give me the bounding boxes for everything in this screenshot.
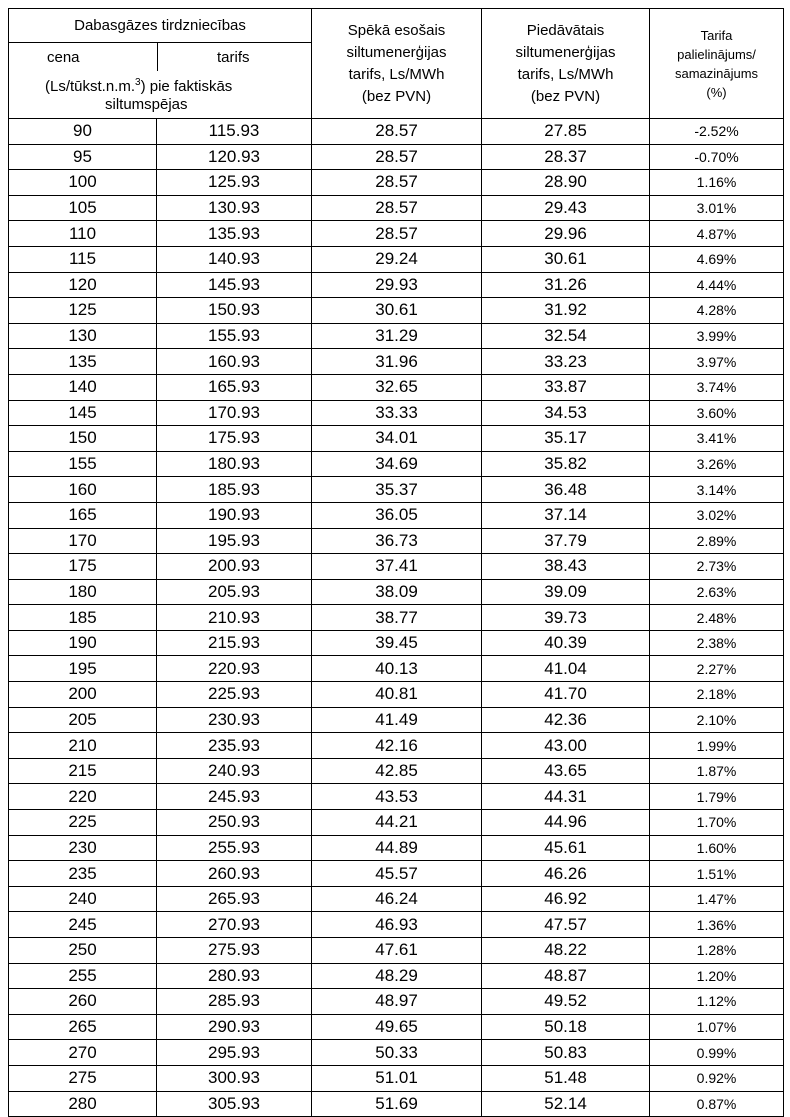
proposed-tariff-cell: 35.82 [482,451,650,477]
current-tariff-cell: 29.93 [312,272,482,298]
proposed-tariff-cell: 30.61 [482,246,650,272]
price-tariff-subheader [9,43,312,119]
proposed-tariff-cell: 41.70 [482,682,650,708]
price-cell: 150 [9,426,157,452]
price-cell: 235 [9,861,157,887]
proposed-tariff-cell: 50.18 [482,1014,650,1040]
proposed-tariff-cell: 43.00 [482,733,650,759]
gas-tariff-cell: 190.93 [157,502,312,528]
gas-tariff-cell: 275.93 [157,938,312,964]
proposed-tariff-cell: 46.92 [482,886,650,912]
current-tariff-cell: 35.37 [312,477,482,503]
proposed-tariff-cell: 46.26 [482,861,650,887]
table-row [9,170,784,196]
change-percent-cell: 4.28% [650,298,784,324]
change-percent-cell: 0.92% [650,1065,784,1091]
table-row [9,323,784,349]
current-tariff-cell: 31.96 [312,349,482,375]
change-percent-cell: 4.44% [650,272,784,298]
gas-tariff-cell: 245.93 [157,784,312,810]
change-percent-cell: 2.73% [650,554,784,580]
current-tariff-cell: 40.81 [312,682,482,708]
proposed-tariff-header-line: (bez PVN) [530,87,601,105]
tariff-change-header-line: palielinājums/ [677,46,756,62]
table-row [9,451,784,477]
table-row [9,1040,784,1066]
price-cell: 195 [9,656,157,682]
table-row [9,221,784,247]
current-tariff-cell: 37.41 [312,554,482,580]
current-tariff-cell: 38.77 [312,605,482,631]
price-cell: 205 [9,707,157,733]
table-row [9,630,784,656]
table-row [9,835,784,861]
proposed-tariff-cell: 31.92 [482,298,650,324]
table-row [9,1065,784,1091]
change-percent-cell: 1.12% [650,989,784,1015]
proposed-tariff-header-line: Piedāvātais [526,21,605,39]
current-tariff-cell: 49.65 [312,1014,482,1040]
price-cell: 95 [9,144,157,170]
gas-tariff-cell: 120.93 [157,144,312,170]
proposed-tariff-cell: 28.37 [482,144,650,170]
change-percent-cell: 4.87% [650,221,784,247]
table-row [9,938,784,964]
price-cell: 280 [9,1091,157,1117]
price-cell: 210 [9,733,157,759]
gas-tariff-cell: 225.93 [157,682,312,708]
proposed-tariff-cell: 39.09 [482,579,650,605]
proposed-tariff-cell: 42.36 [482,707,650,733]
gas-tariff-cell: 305.93 [157,1091,312,1117]
gas-tariff-cell: 290.93 [157,1014,312,1040]
change-percent-cell: 3.26% [650,451,784,477]
price-cell: 160 [9,477,157,503]
current-tariff-cell: 44.89 [312,835,482,861]
gas-tariff-cell: 155.93 [157,323,312,349]
proposed-tariff-cell: 32.54 [482,323,650,349]
change-percent-cell: 3.60% [650,400,784,426]
gas-tariff-cell: 255.93 [157,835,312,861]
proposed-tariff-header-line: siltumenerģijas [515,43,616,61]
current-tariff-cell: 32.65 [312,374,482,400]
tariff-change-header-line: (%) [706,84,727,100]
proposed-tariff-cell: 47.57 [482,912,650,938]
price-cell: 175 [9,554,157,580]
gas-tariff-cell: 205.93 [157,579,312,605]
change-percent-cell: 0.99% [650,1040,784,1066]
change-percent-cell: 2.89% [650,528,784,554]
table-header [9,9,784,119]
price-cell: 130 [9,323,157,349]
proposed-tariff-cell: 28.90 [482,170,650,196]
change-percent-cell: 1.16% [650,170,784,196]
current-tariff-cell: 40.13 [312,656,482,682]
gas-tariff-cell: 175.93 [157,426,312,452]
table-row [9,810,784,836]
gas-trade-group-header [9,9,312,43]
change-percent-cell: 2.63% [650,579,784,605]
table-row [9,246,784,272]
proposed-tariff-cell: 29.96 [482,221,650,247]
current-tariff-cell: 43.53 [312,784,482,810]
current-tariff-cell: 42.85 [312,758,482,784]
change-percent-cell: 2.27% [650,656,784,682]
current-tariff-cell: 34.69 [312,451,482,477]
current-tariff-header-line: Spēkā esošais [347,21,446,39]
proposed-tariff-cell: 34.53 [482,400,650,426]
price-cell: 240 [9,886,157,912]
proposed-tariff-cell: 37.79 [482,528,650,554]
current-tariff-cell: 28.57 [312,195,482,221]
change-percent-cell: 1.60% [650,835,784,861]
gas-tariff-cell: 195.93 [157,528,312,554]
current-tariff-cell: 46.24 [312,886,482,912]
table-row [9,989,784,1015]
current-tariff-cell: 48.29 [312,963,482,989]
change-percent-cell: 1.99% [650,733,784,759]
proposed-tariff-cell: 35.17 [482,426,650,452]
gas-tariff-cell: 185.93 [157,477,312,503]
current-tariff-cell: 44.21 [312,810,482,836]
current-tariff-cell: 42.16 [312,733,482,759]
current-tariff-cell: 39.45 [312,630,482,656]
table-row [9,886,784,912]
price-cell: 170 [9,528,157,554]
table-row [9,426,784,452]
gas-tariff-cell: 240.93 [157,758,312,784]
gas-tariff-cell: 295.93 [157,1040,312,1066]
table-row [9,758,784,784]
current-tariff-cell: 51.69 [312,1091,482,1117]
price-cell: 110 [9,221,157,247]
change-percent-cell: 3.97% [650,349,784,375]
gas-tariff-cell: 280.93 [157,963,312,989]
table-row [9,502,784,528]
price-cell: 120 [9,272,157,298]
price-cell: 250 [9,938,157,964]
change-percent-cell: 1.79% [650,784,784,810]
proposed-tariff-header [482,9,650,119]
proposed-tariff-cell: 36.48 [482,477,650,503]
current-tariff-header [312,9,482,119]
gas-tariff-cell: 230.93 [157,707,312,733]
price-cell: 185 [9,605,157,631]
price-cell: 190 [9,630,157,656]
current-tariff-cell: 28.57 [312,119,482,145]
table-row [9,195,784,221]
price-cell: 100 [9,170,157,196]
current-tariff-cell: 28.57 [312,170,482,196]
proposed-tariff-cell: 39.73 [482,605,650,631]
change-percent-cell: 3.14% [650,477,784,503]
table-row [9,682,784,708]
price-cell: 180 [9,579,157,605]
current-tariff-cell: 48.97 [312,989,482,1015]
change-percent-cell: -2.52% [650,119,784,145]
gas-tariff-cell: 125.93 [157,170,312,196]
gas-tariff-cell: 170.93 [157,400,312,426]
price-cell: 90 [9,119,157,145]
current-tariff-cell: 38.09 [312,579,482,605]
tariff-table [8,8,784,1117]
gas-tariff-cell: 215.93 [157,630,312,656]
proposed-tariff-cell: 50.83 [482,1040,650,1066]
change-percent-cell: 1.20% [650,963,784,989]
proposed-tariff-cell: 33.87 [482,374,650,400]
proposed-tariff-cell: 48.22 [482,938,650,964]
tariff-label: tarifs [217,49,250,66]
table-row [9,912,784,938]
change-percent-cell: 2.18% [650,682,784,708]
proposed-tariff-cell: 31.26 [482,272,650,298]
units-superscript: 3 [135,77,141,88]
units-prefix: (Ls/tūkst.n.m. [45,78,136,95]
current-tariff-cell: 28.57 [312,144,482,170]
gas-tariff-cell: 135.93 [157,221,312,247]
proposed-tariff-cell: 29.43 [482,195,650,221]
table-row [9,861,784,887]
price-cell: 215 [9,758,157,784]
table-row [9,528,784,554]
gas-tariff-cell: 115.93 [157,119,312,145]
proposed-tariff-cell: 52.14 [482,1091,650,1117]
current-tariff-cell: 31.29 [312,323,482,349]
price-cell: 115 [9,246,157,272]
price-cell: 230 [9,835,157,861]
change-percent-cell: 3.99% [650,323,784,349]
current-tariff-cell: 36.73 [312,528,482,554]
change-percent-cell: 3.74% [650,374,784,400]
change-percent-cell: 4.69% [650,246,784,272]
price-cell: 265 [9,1014,157,1040]
proposed-tariff-cell: 41.04 [482,656,650,682]
current-tariff-cell: 34.01 [312,426,482,452]
table-row [9,784,784,810]
price-cell: 255 [9,963,157,989]
table-row [9,272,784,298]
gas-tariff-cell: 150.93 [157,298,312,324]
tariff-change-header-line: Tarifa [700,27,733,43]
proposed-tariff-header-line: tarifs, Ls/MWh [517,65,614,83]
table-row [9,477,784,503]
proposed-tariff-cell: 51.48 [482,1065,650,1091]
table-row [9,298,784,324]
change-percent-cell: 1.07% [650,1014,784,1040]
current-tariff-cell: 29.24 [312,246,482,272]
tariff-change-header [650,9,784,119]
gas-tariff-cell: 220.93 [157,656,312,682]
units-line3: siltumspējas [105,96,188,113]
tariff-change-header-line: samazinājums [674,65,759,81]
table-body [9,119,784,1117]
proposed-tariff-cell: 45.61 [482,835,650,861]
gas-tariff-cell: 270.93 [157,912,312,938]
table-row [9,374,784,400]
gas-tariff-cell: 165.93 [157,374,312,400]
change-percent-cell: 1.51% [650,861,784,887]
gas-tariff-cell: 260.93 [157,861,312,887]
current-tariff-header-line: (bez PVN) [361,87,432,105]
price-cell: 225 [9,810,157,836]
price-cell: 165 [9,502,157,528]
change-percent-cell: 1.28% [650,938,784,964]
current-tariff-cell: 30.61 [312,298,482,324]
current-tariff-cell: 50.33 [312,1040,482,1066]
change-percent-cell: 2.48% [650,605,784,631]
change-percent-cell: 1.87% [650,758,784,784]
table-row [9,554,784,580]
change-percent-cell: -0.70% [650,144,784,170]
price-label: cena [47,49,80,66]
change-percent-cell: 2.38% [650,630,784,656]
current-tariff-header-line: siltumenerģijas [346,43,447,61]
change-percent-cell: 1.70% [650,810,784,836]
change-percent-cell: 1.47% [650,886,784,912]
proposed-tariff-cell: 27.85 [482,119,650,145]
current-tariff-cell: 41.49 [312,707,482,733]
proposed-tariff-cell: 37.14 [482,502,650,528]
price-cell: 155 [9,451,157,477]
current-tariff-cell: 45.57 [312,861,482,887]
proposed-tariff-cell: 49.52 [482,989,650,1015]
price-cell: 145 [9,400,157,426]
proposed-tariff-cell: 38.43 [482,554,650,580]
proposed-tariff-cell: 33.23 [482,349,650,375]
table-row [9,1014,784,1040]
price-cell: 275 [9,1065,157,1091]
table-row [9,707,784,733]
gas-tariff-cell: 265.93 [157,886,312,912]
gas-tariff-cell: 180.93 [157,451,312,477]
change-percent-cell: 1.36% [650,912,784,938]
price-cell: 220 [9,784,157,810]
gas-tariff-cell: 160.93 [157,349,312,375]
price-cell: 105 [9,195,157,221]
price-cell: 270 [9,1040,157,1066]
current-tariff-cell: 36.05 [312,502,482,528]
proposed-tariff-cell: 43.65 [482,758,650,784]
proposed-tariff-cell: 48.87 [482,963,650,989]
gas-tariff-cell: 250.93 [157,810,312,836]
current-tariff-cell: 33.33 [312,400,482,426]
current-tariff-cell: 46.93 [312,912,482,938]
gas-trade-group-title: Dabasgāzes tirdzniecības [74,17,246,34]
gas-tariff-cell: 145.93 [157,272,312,298]
price-cell: 135 [9,349,157,375]
proposed-tariff-cell: 44.96 [482,810,650,836]
current-tariff-cell: 47.61 [312,938,482,964]
table-row [9,119,784,145]
table-row [9,963,784,989]
subheader-divider [157,43,158,71]
table-row [9,579,784,605]
gas-tariff-cell: 130.93 [157,195,312,221]
change-percent-cell: 3.02% [650,502,784,528]
units-suffix: ) pie faktiskās [140,78,233,95]
table-row [9,349,784,375]
current-tariff-header-line: tarifs, Ls/MWh [348,65,445,83]
gas-tariff-cell: 200.93 [157,554,312,580]
price-cell: 260 [9,989,157,1015]
change-percent-cell: 0.87% [650,1091,784,1117]
price-cell: 245 [9,912,157,938]
proposed-tariff-cell: 44.31 [482,784,650,810]
table-row [9,733,784,759]
gas-tariff-cell: 300.93 [157,1065,312,1091]
table-row [9,400,784,426]
price-cell: 125 [9,298,157,324]
price-cell: 140 [9,374,157,400]
gas-tariff-cell: 235.93 [157,733,312,759]
gas-tariff-cell: 140.93 [157,246,312,272]
price-cell: 200 [9,682,157,708]
gas-tariff-cell: 210.93 [157,605,312,631]
change-percent-cell: 3.01% [650,195,784,221]
table-row [9,1091,784,1117]
change-percent-cell: 3.41% [650,426,784,452]
proposed-tariff-cell: 40.39 [482,630,650,656]
current-tariff-cell: 51.01 [312,1065,482,1091]
table-row [9,605,784,631]
table-row [9,656,784,682]
gas-tariff-cell: 285.93 [157,989,312,1015]
current-tariff-cell: 28.57 [312,221,482,247]
change-percent-cell: 2.10% [650,707,784,733]
table-row [9,144,784,170]
